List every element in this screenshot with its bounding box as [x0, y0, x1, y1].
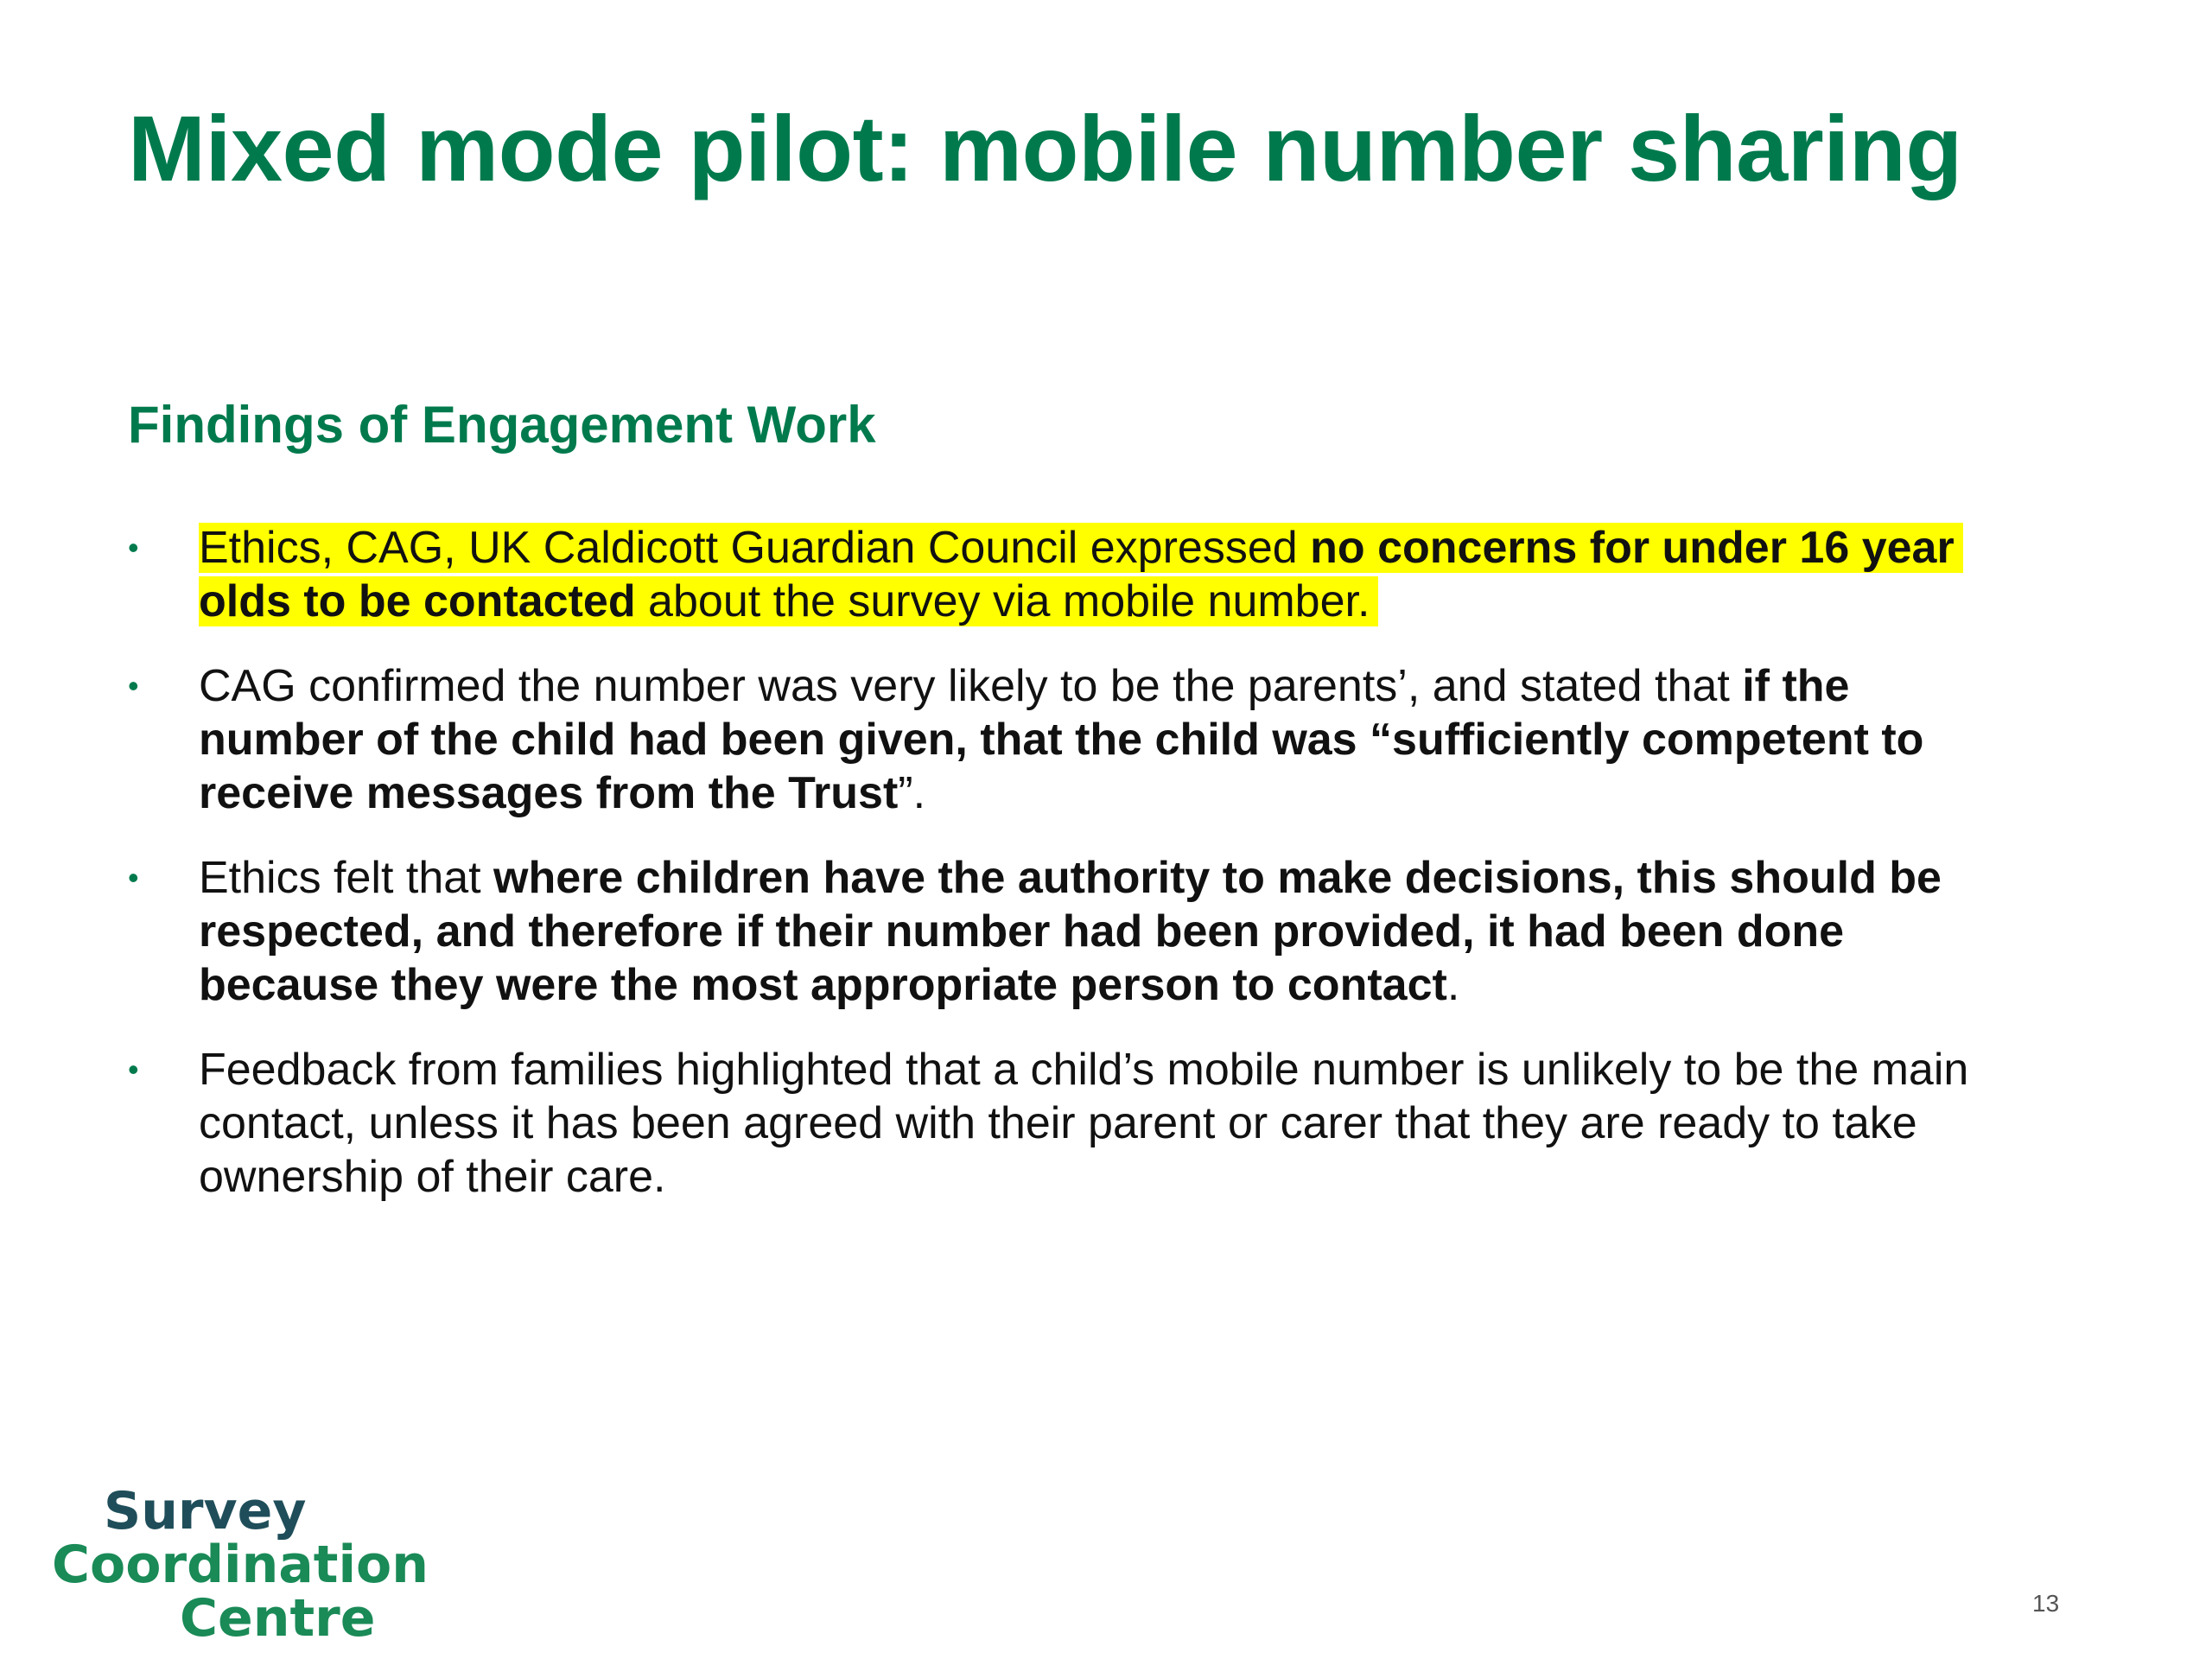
bullet-dot-icon: • — [128, 530, 139, 565]
page-number: 13 — [2032, 1590, 2060, 1617]
logo-line-survey: Survey — [104, 1481, 307, 1541]
slide-subtitle: Findings of Engagement Work — [128, 396, 876, 454]
bullet-item-3 — [0, 851, 2022, 1012]
bullet-2-segment-1: CAG confirmed the number was very likely to be the parents’, and stated that — [199, 661, 1743, 711]
bullet-1-segment-1: Ethics, CAG, UK Caldicott Guardian Council expressed — [199, 523, 1311, 573]
bullet-dot-icon: • — [128, 668, 139, 703]
bullet-item-1 — [0, 521, 2022, 628]
bullet-3-segment-1: Ethics felt that — [199, 853, 494, 903]
bullet-2-segment-3: ”. — [898, 768, 926, 818]
bullet-3-segment-2: where children have the authority to make decisions, this should be respected, and therefore if their number had been provided, it had been done because they were the most appropriate person to contact — [199, 853, 1942, 1010]
findings-list — [0, 521, 2212, 1235]
bullet-3-segment-3: . — [1446, 960, 1460, 1010]
highlighted-text — [199, 523, 1963, 626]
bullet-item-2 — [0, 659, 2022, 820]
bullet-item-4 — [0, 1043, 2022, 1204]
bullet-2-segment-2: if the number of the child had been given, that the child was “sufficiently competent to receive messages from the Trust — [199, 661, 1924, 818]
bullet-dot-icon: • — [128, 860, 139, 895]
logo-line-coordination: Coordination — [52, 1535, 429, 1595]
survey-coordination-centre-logo — [52, 1481, 429, 1649]
bullet-dot-icon: • — [128, 1052, 139, 1087]
bullet-text-4 — [199, 1043, 2022, 1204]
bullet-text-2 — [199, 659, 2022, 820]
bullet-1-segment-2: no concerns for under 16 year olds to be contacted — [199, 523, 1955, 626]
bullet-1-segment-3: about the survey via mobile number. — [635, 576, 1370, 626]
bullet-text-1 — [199, 521, 2022, 628]
slide-title: Mixed mode pilot: mobile number sharing — [128, 96, 1962, 200]
bullet-text-3 — [199, 851, 2022, 1012]
bullet-4-segment-1: Feedback from families highlighted that a child’s mobile number is unlikely to be the main contact, unless it has been agreed with their parent or carer that they are ready to take ownership of their care. — [199, 1045, 1969, 1202]
logo-line-centre: Centre — [180, 1588, 376, 1649]
